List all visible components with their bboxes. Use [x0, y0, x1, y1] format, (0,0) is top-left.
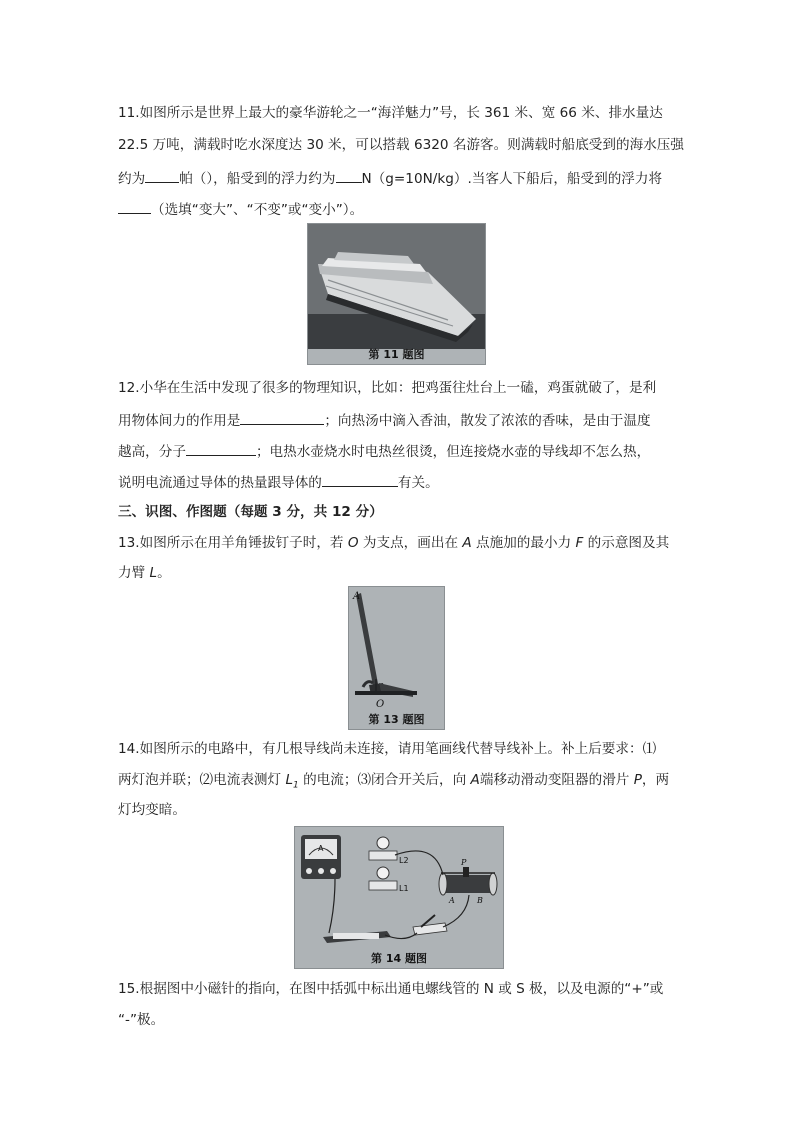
answer-blank[interactable]	[240, 410, 324, 425]
ammeter-label: A	[318, 844, 324, 853]
circuit-illustration	[295, 827, 503, 968]
q11-line-3	[118, 168, 662, 188]
q11-text: （选填“变大”、“不变”或“变小”）。	[151, 202, 364, 218]
q14-text: 的电流；⑶闭合开关后，向	[303, 772, 467, 788]
var-L: L	[285, 772, 294, 788]
q11-text: 约为	[118, 171, 146, 187]
var-P: P	[633, 772, 642, 788]
rheostat-label-A: A	[449, 896, 455, 905]
var-L1	[285, 772, 299, 791]
answer-blank[interactable]	[322, 472, 398, 487]
figure-13-hammer	[348, 586, 445, 730]
q13-text: 13.如图所示在用羊角锤拔钉子时，若	[118, 535, 344, 551]
q12-text: 用物体间力的作用是	[118, 413, 241, 429]
q14-text: ，两	[641, 772, 670, 788]
q12-text: ；向热汤中滴入香油，散发了浓浓的香味，是由于温度	[324, 413, 651, 429]
lamp-l2-label: L2	[399, 856, 409, 865]
q14-line-3: 灯均变暗。	[118, 802, 186, 818]
q12-line-3	[118, 441, 650, 461]
figure-11-caption: 第 11 题图	[368, 348, 425, 361]
q12-text: 越高，分子	[118, 444, 186, 460]
figure-13-caption: 第 13 题图	[368, 713, 425, 726]
q14-text: 两灯泡并联；⑵电流表测灯	[118, 772, 282, 788]
figure-13-label-A: A	[353, 591, 361, 602]
q12-text: 有关。	[397, 475, 439, 491]
figure-14-circuit	[294, 826, 504, 969]
q15-line-1: 15.根据图中小磁针的指向，在图中括弧中标出通电螺线管的 N 或 S 极，以及电源的“+”或	[118, 981, 664, 997]
var-L1-subscript: 1	[293, 780, 299, 791]
cruise-ship-illustration	[308, 224, 485, 364]
q11-line-4	[118, 199, 363, 219]
q13-text: 力臂	[118, 565, 146, 581]
lamp-l1-label: L1	[399, 884, 409, 893]
q13-text: 点施加的最小力	[476, 535, 572, 551]
section-3-heading: 三、识图、作图题（每题 3 分，共 12 分）	[118, 504, 383, 520]
figure-14-caption: 第 14 题图	[371, 952, 427, 965]
answer-blank[interactable]	[336, 168, 362, 183]
q11-line-1: 11.如图所示是世界上最大的豪华游轮之一“海洋魅力”号，长 361 米、宽 66 米、排水量达	[118, 105, 663, 121]
q14-line-1: 14.如图所示的电路中，有几根导线尚未连接，请用笔画线代替导线补上。补上后要求：⑴	[118, 741, 657, 757]
var-F: F	[575, 535, 584, 551]
var-O: O	[347, 535, 359, 551]
q13-line-1	[118, 534, 669, 552]
q13-line-2	[118, 564, 171, 582]
answer-blank[interactable]	[118, 199, 151, 214]
rheostat-label-P: P	[461, 858, 467, 867]
figure-13-label-O: O	[376, 699, 385, 710]
ammeter-icon	[301, 835, 341, 879]
answer-blank[interactable]	[186, 441, 256, 456]
q14-text: 端移动滑动变阻器的滑片	[479, 772, 630, 788]
q12-text: 说明电流通过导体的热量跟导体的	[118, 475, 322, 491]
q13-text: 。	[157, 565, 171, 581]
q11-line-2: 22.5 万吨，满载时吃水深度达 30 米，可以搭载 6320 名游客。则满载时船底受到的海水压强	[118, 137, 684, 153]
q12-line-2	[118, 410, 651, 430]
q13-text: 为支点，画出在	[362, 535, 459, 551]
figure-11-cruise-ship	[307, 223, 486, 365]
var-L: L	[149, 565, 158, 581]
q14-line-2	[118, 771, 669, 795]
q13-text: 的示意图及其	[587, 535, 670, 551]
answer-blank[interactable]	[145, 168, 179, 183]
q11-text: N（g=10N/kg）.当客人下船后，船受到的浮力将	[361, 171, 663, 187]
q12-line-4	[118, 472, 439, 492]
q12-text: ；电热水壶烧水时电热丝很烫，但连接烧水壶的导线却不怎么热，	[255, 444, 651, 460]
q12-line-1: 12.小华在生活中发现了很多的物理知识，比如：把鸡蛋往灶台上一磕，鸡蛋就破了，是利	[118, 380, 657, 396]
rheostat-label-B: B	[477, 896, 483, 905]
q11-text: 帕（），船受到的浮力约为	[179, 171, 336, 187]
q15-line-2: “-”极。	[118, 1012, 165, 1028]
var-A: A	[462, 535, 472, 551]
hammer-illustration	[349, 587, 444, 729]
var-A: A	[470, 772, 480, 788]
